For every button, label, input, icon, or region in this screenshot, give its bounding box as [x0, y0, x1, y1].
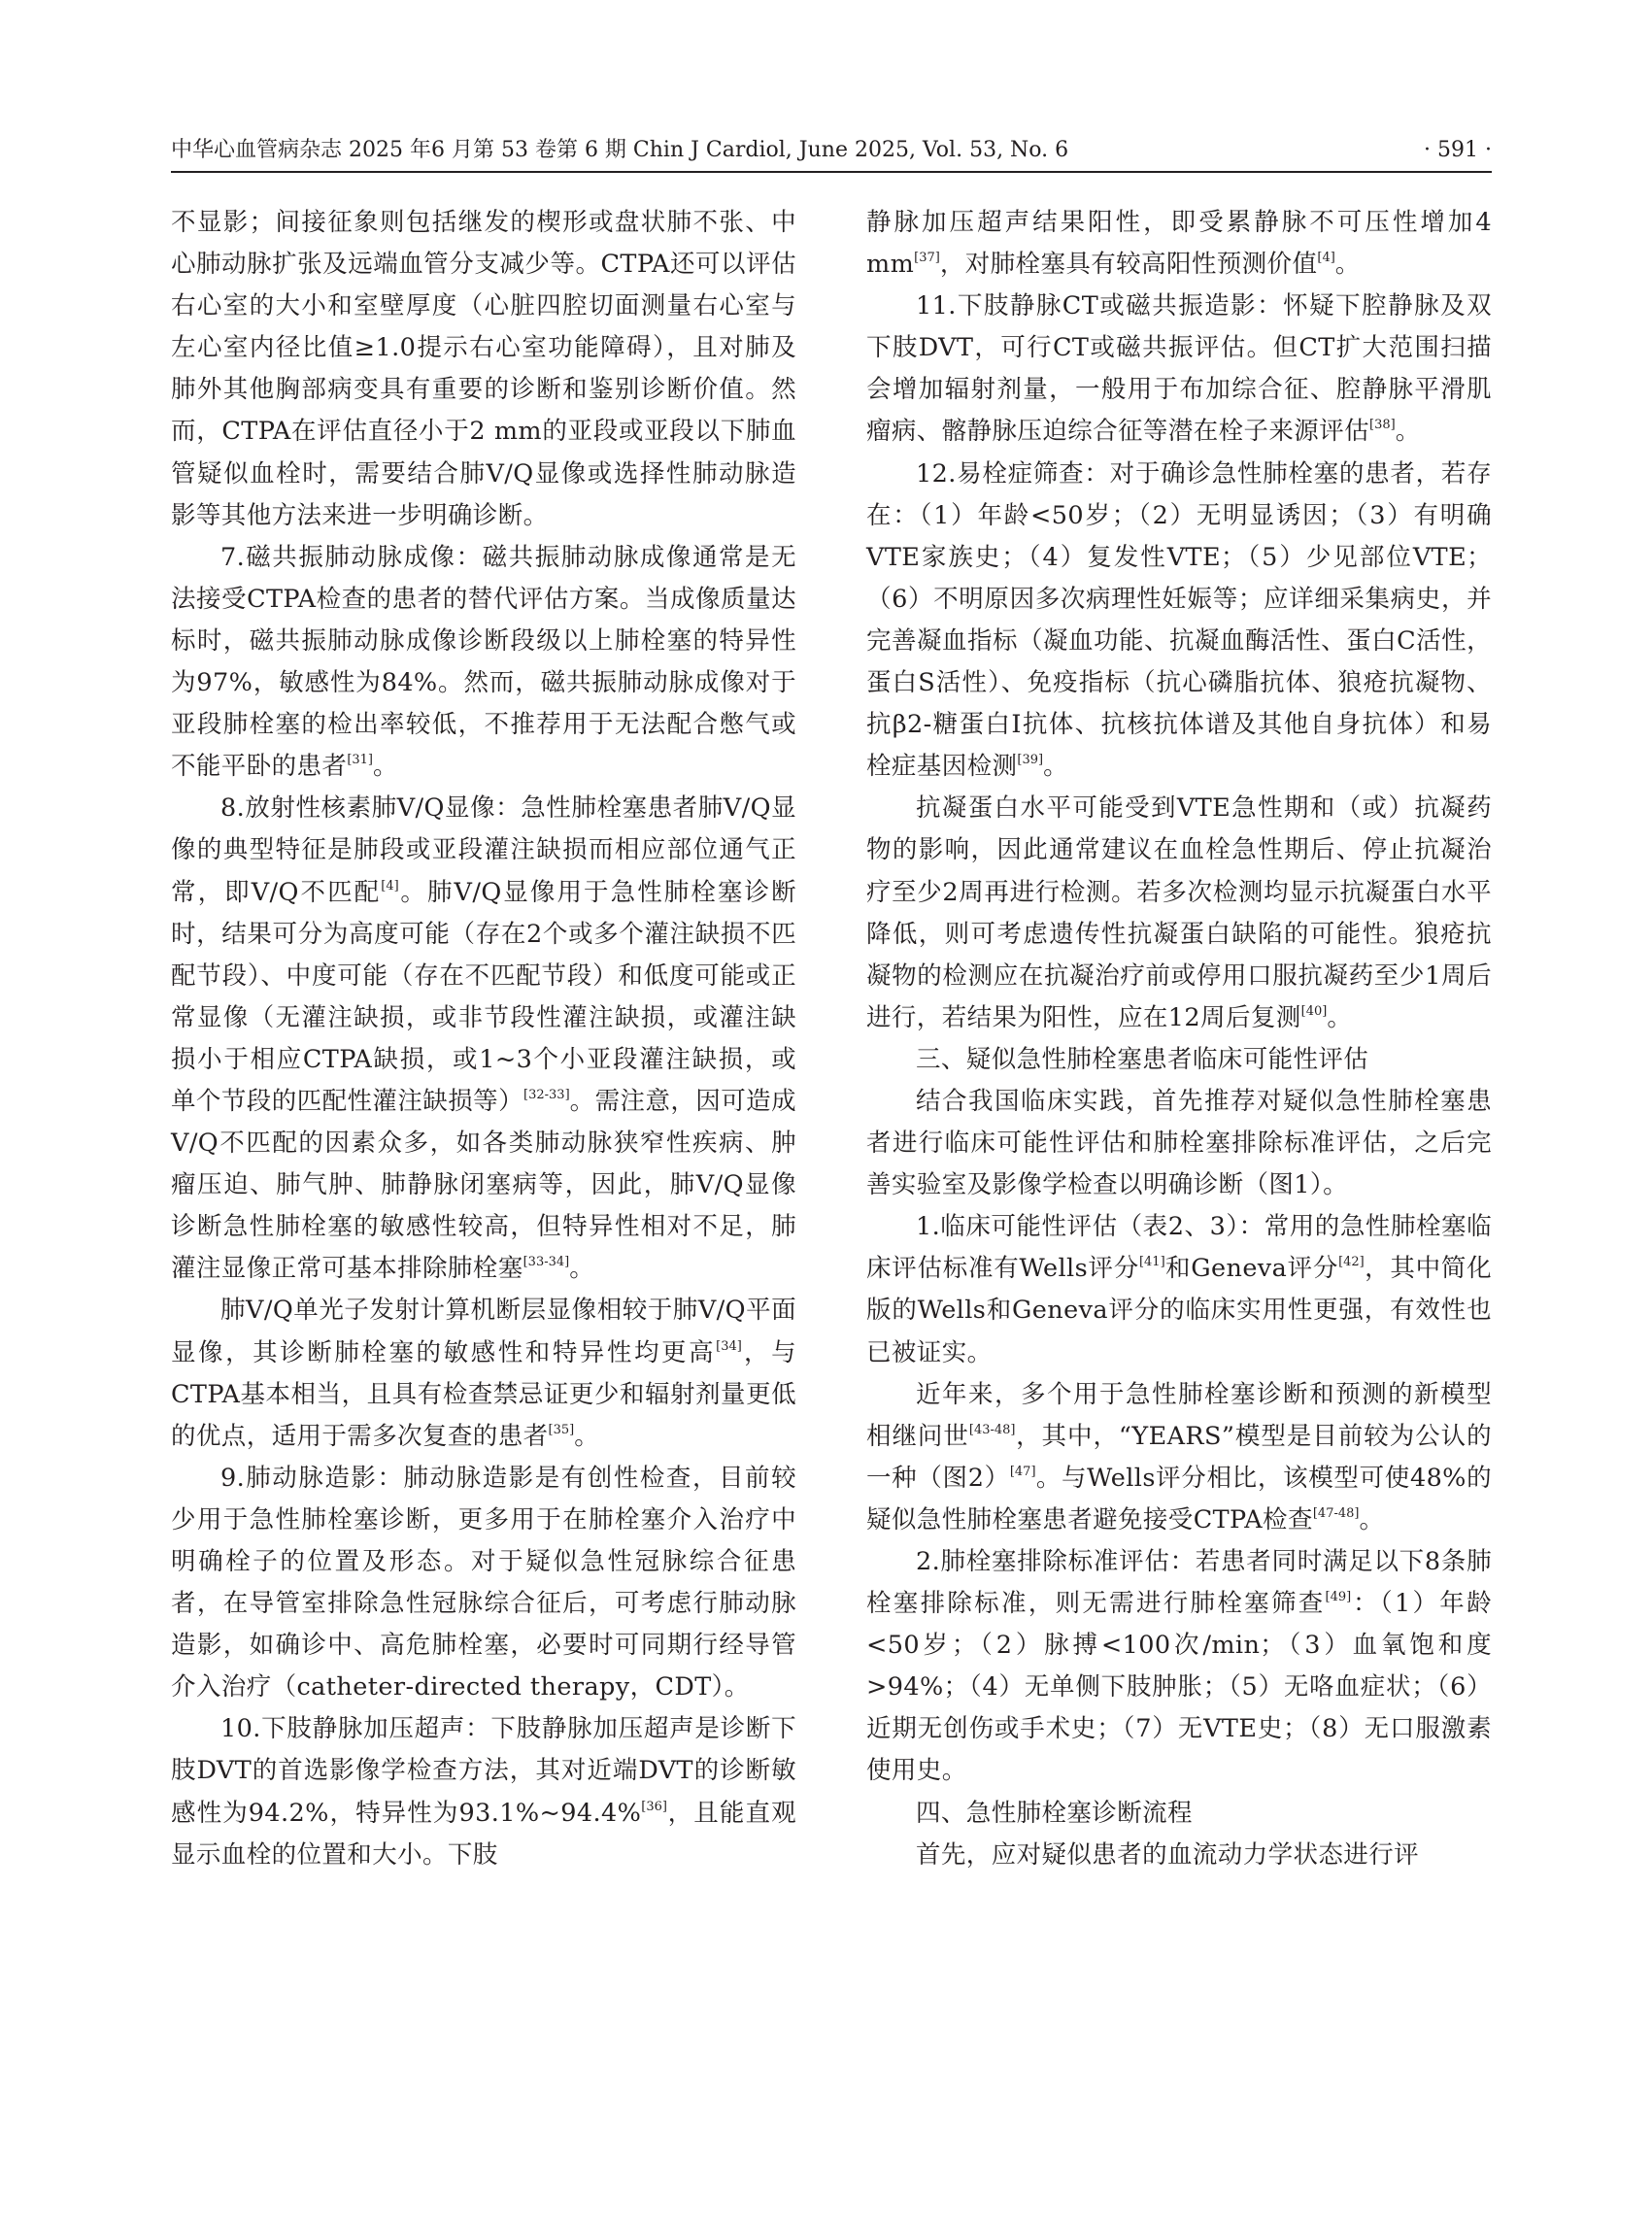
text-run: 。肺V/Q显像用于急性肺栓塞诊断时，结果可分为高度可能（存在2个或多个灌注缺损不匹配节段）、中度可能（存在不匹配节段）和低度可能或正常显像（无灌注缺损，或非节段性灌注缺损，或灌注缺损小于相应CTPA缺损，或1~3个小亚段灌注缺损，或单个节段的匹配性灌注缺损等） — [171, 877, 796, 1116]
paragraph — [171, 537, 796, 789]
text-run: ，且能直观显示血栓的位置和大小。下肢 — [171, 1798, 796, 1870]
paragraph — [171, 788, 796, 1290]
text-run: 。需注意，因可造成V/Q不匹配的因素众多，如各类肺动脉狭窄性疾病、肿瘤压迫、肺气肿、肺静脉闭塞病等，因此，肺V/Q显像诊断急性肺栓塞的敏感性较高，但特异性相对不足，肺灌注显像正常可基本排除肺栓塞 — [171, 1086, 796, 1284]
text-run: 。 — [373, 752, 398, 782]
text-run: 和Geneva评分 — [1164, 1254, 1339, 1284]
text-run: 8.放射性核素肺V/Q显像：急性肺栓塞患者肺V/Q显像的典型特征是肺段或亚段灌注缺损而相应部位通气正常，即V/Q不匹配 — [171, 793, 796, 907]
paragraph — [866, 1541, 1492, 1793]
text-run: 。与Wells评分相比，该模型可使48%的疑似急性肺栓塞患者避免接受CTPA检查 — [866, 1463, 1493, 1534]
text-run: 1.临床可能性评估（表2、3）：常用的急性肺栓塞临床评估标准有Wells评分 — [866, 1212, 1492, 1284]
citation-ref: [40] — [1300, 1003, 1328, 1019]
running-header — [171, 136, 1492, 173]
text-run: 。 — [1395, 417, 1421, 447]
paragraph — [171, 202, 796, 537]
text-run: ，与CTPA基本相当，且具有检查禁忌证更少和辐射剂量更低的优点，适用于需多次复查的患者 — [171, 1337, 796, 1451]
citation-ref: [42] — [1338, 1255, 1365, 1270]
paragraph — [866, 1081, 1492, 1206]
paragraph — [866, 1374, 1492, 1541]
right-text-column — [866, 202, 1492, 1876]
citation-ref: [34] — [716, 1338, 742, 1354]
citation-ref: [32-33] — [523, 1087, 570, 1102]
text-run: 7.磁共振肺动脉成像：磁共振肺动脉成像通常是无法接受CTPA检查的患者的替代评估方案。当成像质量达标时，磁共振肺动脉成像诊断段级以上肺栓塞的特异性为97%，敏感性为84%。然而，磁共振肺动脉成像对于亚段肺栓塞的检出率较低，不推荐用于无法配合憋气或不能平卧的患者 — [171, 542, 796, 782]
text-run: 不显影；间接征象则包括继发的楔形或盘状肺不张、中心肺动脉扩张及远端血管分支减少等。CTPA还可以评估右心室的大小和室壁厚度（心脏四腔切面测量右心室与左心室内径比值≥1.0提示右心室功能障碍），且对肺及肺外其他胸部病变具有重要的诊断和鉴别诊断价值。然而，CTPA在评估直径小于2 mm的亚段或亚段以下肺血管疑似血栓时，需要结合肺V/Q显像或选择性肺动脉造影等其他方法来进一步明确诊断。 — [171, 208, 796, 530]
paragraph — [866, 1835, 1492, 1876]
paragraph — [866, 454, 1492, 789]
page-number: · 591 · — [1424, 138, 1492, 162]
text-run: 近年来，多个用于急性肺栓塞诊断和预测的新模型相继问世 — [866, 1379, 1492, 1451]
paragraph — [866, 1039, 1492, 1081]
text-run: ，其中，“YEARS”模型是目前较为公认的一种（图2） — [866, 1421, 1492, 1493]
citation-ref: [36] — [641, 1799, 667, 1814]
text-run: 9.肺动脉造影：肺动脉造影是有创性检查，目前较少用于急性肺栓塞诊断，更多用于在肺栓塞介入治疗中明确栓子的位置及形态。对于疑似急性冠脉综合征患者，在导管室排除急性冠脉综合征后，可考虑行肺动脉造影，如确诊中、高危肺栓塞，必要时可同期行经导管介入治疗（catheter-directed therapy，CDT）。 — [171, 1463, 796, 1702]
citation-ref: [41] — [1138, 1255, 1165, 1270]
citation-ref: [39] — [1017, 753, 1044, 768]
citation-ref: [47-48] — [1312, 1505, 1360, 1521]
citation-ref: [43-48] — [968, 1422, 1016, 1437]
citation-ref: [49] — [1325, 1590, 1352, 1605]
text-run: 静脉加压超声结果阳性，即受累静脉不可压性增加4 mm — [866, 208, 1492, 280]
paragraph — [866, 202, 1492, 286]
text-run: 三、疑似急性肺栓塞患者临床可能性评估 — [916, 1044, 1369, 1074]
text-run: 四、急性肺栓塞诊断流程 — [916, 1798, 1193, 1828]
text-run: 首先，应对疑似患者的血流动力学状态进行评 — [916, 1839, 1420, 1870]
text-run: ：（1）年龄<50岁；（2）脉搏<100次/min；（3）血氧饱和度>94%；（4）无单侧下肢肿胀；（5）无咯血症状；（6）近期无创伤或手术史；（7）无VTE史；（8）无口服激素使用史。 — [866, 1589, 1492, 1786]
citation-ref: [37] — [914, 251, 940, 266]
citation-ref: [4] — [381, 878, 399, 893]
paragraph — [866, 286, 1492, 453]
paragraph — [171, 1458, 796, 1709]
text-run: ，对肺栓塞具有较高阳性预测价值 — [939, 250, 1318, 280]
citation-ref: [47] — [1009, 1464, 1036, 1479]
paragraph — [171, 1708, 796, 1875]
text-run: 。 — [1043, 752, 1068, 782]
text-run: 11.下肢静脉CT或磁共振造影：怀疑下腔静脉及双下肢DVT，可行CT或磁共振评估。但CT扩大范围扫描会增加辐射剂量，一般用于布加综合征、腔静脉平滑肌瘤病、髂静脉压迫综合征等潜在栓子来源评估 — [866, 291, 1492, 447]
paragraph — [866, 1206, 1492, 1373]
text-run: ，其中简化版的Wells和Geneva评分的临床实用性更强，有效性也已被证实。 — [866, 1254, 1492, 1367]
left-text-column — [171, 202, 796, 1876]
text-run: 肺V/Q单光子发射计算机断层显像相较于肺V/Q平面显像，其诊断肺栓塞的敏感性和特异性均更高 — [171, 1296, 796, 1367]
text-run: 12.易栓症筛查：对于确诊急性肺栓塞的患者，若存在：（1）年龄<50岁；（2）无明显诱因；（3）有明确VTE家族史；（4）复发性VTE；（5）少见部位VTE；（6）不明原因多次病理性妊娠等；应详细采集病史，并完善凝血指标（凝血功能、抗凝血酶活性、蛋白C活性，蛋白S活性）、免疫指标（抗心磷脂抗体、狼疮抗凝物、抗β2-糖蛋白I抗体、抗核抗体谱及其他自身抗体）和易栓症基因检测 — [866, 458, 1492, 782]
citation-ref: [38] — [1369, 418, 1396, 433]
paragraph — [866, 1793, 1492, 1835]
citation-ref: [31] — [347, 753, 373, 768]
text-run: 。 — [574, 1421, 600, 1451]
text-run: 2.肺栓塞排除标准评估：若患者同时满足以下8条肺栓塞排除标准，则无需进行肺栓塞筛查 — [866, 1547, 1492, 1619]
citation-ref: [35] — [548, 1422, 575, 1437]
text-run: 结合我国临床实践，首先推荐对疑似急性肺栓塞患者进行临床可能性评估和肺栓塞排除标准评估，之后完善实验室及影像学检查以明确诊断（图1）。 — [866, 1086, 1492, 1200]
text-run: 。 — [569, 1254, 595, 1284]
text-run: 。 — [1327, 1002, 1353, 1032]
paragraph — [866, 788, 1492, 1039]
text-run: 10.下肢静脉加压超声：下肢静脉加压超声是诊断下肢DVT的首选影像学检查方法，其对近端DVT的诊断敏感性为94.2%，特异性为93.1%~94.4% — [171, 1714, 796, 1828]
paragraph — [171, 1290, 796, 1457]
citation-ref: [4] — [1317, 251, 1335, 266]
citation-ref: [33-34] — [523, 1255, 570, 1270]
text-run: 抗凝蛋白水平可能受到VTE急性期和（或）抗凝药物的影响，因此通常建议在血栓急性期后、停止抗凝治疗至少2周再进行检测。若多次检测均显示抗凝蛋白水平降低，则可考虑遗传性抗凝蛋白缺陷的可能性。狼疮抗凝物的检测应在抗凝治疗前或停用口服抗凝药至少1周后进行，若结果为阳性，应在12周后复测 — [866, 793, 1492, 1032]
text-run: 。 — [1359, 1504, 1385, 1534]
journal-citation: 中华心血管病杂志 2025 年6 月第 53 卷第 6 期 Chin J Cardiol, June 2025, Vol. 53, No. 6 — [171, 138, 1069, 162]
text-run: 。 — [1334, 250, 1361, 280]
